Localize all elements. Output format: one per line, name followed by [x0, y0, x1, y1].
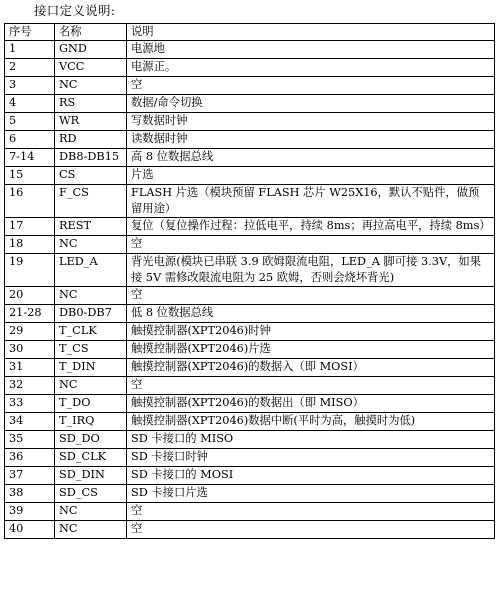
pin-name: T_DO	[55, 395, 127, 413]
table-body	[5, 41, 495, 539]
pin-number: 20	[5, 287, 55, 305]
pin-number: 3	[5, 77, 55, 95]
pin-number: 31	[5, 359, 55, 377]
pin-name: SD_CLK	[55, 449, 127, 467]
pin-name: NC	[55, 236, 127, 254]
pin-description: FLASH 片选（模块预留 FLASH 芯片 W25X16，默认不贴件，做预留用途）	[127, 185, 495, 218]
pin-number: 19	[5, 254, 55, 287]
pin-name: VCC	[55, 59, 127, 77]
pin-description: 背光电源(模块已串联 3.9 欧姆限流电阻，LED_A 脚可接 3.3V，如果接 5V 需修改限流电阻为 25 欧姆，否则会烧坏背光)	[127, 254, 495, 287]
pin-number: 38	[5, 485, 55, 503]
pin-description: SD 卡接口时钟	[127, 449, 495, 467]
table-row	[5, 305, 495, 323]
pin-number: 15	[5, 167, 55, 185]
pin-number: 5	[5, 113, 55, 131]
pin-description: 空	[127, 521, 495, 539]
pin-name: RD	[55, 131, 127, 149]
header-index: 序号	[5, 24, 55, 41]
pin-name: WR	[55, 113, 127, 131]
pin-name: NC	[55, 287, 127, 305]
pin-number: 37	[5, 467, 55, 485]
table-row	[5, 167, 495, 185]
pin-description: 触摸控制器(XPT2046)时钟	[127, 323, 495, 341]
pin-name: SD_DIN	[55, 467, 127, 485]
pin-name: SD_DO	[55, 431, 127, 449]
pin-description: 复位（复位操作过程：拉低电平，持续 8ms；再拉高电平，持续 8ms）	[127, 218, 495, 236]
pin-number: 34	[5, 413, 55, 431]
table-row	[5, 131, 495, 149]
pin-description: 数据/命令切换	[127, 95, 495, 113]
pin-number: 39	[5, 503, 55, 521]
pin-description: 触摸控制器(XPT2046)的数据出（即 MISO）	[127, 395, 495, 413]
table-header-row	[5, 24, 495, 41]
pin-description: 空	[127, 503, 495, 521]
pin-number: 18	[5, 236, 55, 254]
pin-description: 电源地	[127, 41, 495, 59]
pin-number: 17	[5, 218, 55, 236]
table-row	[5, 95, 495, 113]
table-row	[5, 431, 495, 449]
pin-number: 16	[5, 185, 55, 218]
pin-number: 7-14	[5, 149, 55, 167]
pin-description: 触摸控制器(XPT2046)的数据入（即 MOSI）	[127, 359, 495, 377]
pin-name: T_IRQ	[55, 413, 127, 431]
pin-name: T_CLK	[55, 323, 127, 341]
pin-number: 30	[5, 341, 55, 359]
pin-name: T_CS	[55, 341, 127, 359]
pin-number: 32	[5, 377, 55, 395]
pin-description: SD 卡接口的 MISO	[127, 431, 495, 449]
table-row	[5, 341, 495, 359]
pin-name: LED_A	[55, 254, 127, 287]
pin-name: SD_CS	[55, 485, 127, 503]
table-row	[5, 185, 495, 218]
pin-number: 6	[5, 131, 55, 149]
table-row	[5, 377, 495, 395]
pin-description: SD 卡接口的 MOSI	[127, 467, 495, 485]
table-row	[5, 503, 495, 521]
pin-name: DB8-DB15	[55, 149, 127, 167]
pin-name: NC	[55, 503, 127, 521]
table-row	[5, 218, 495, 236]
pin-number: 35	[5, 431, 55, 449]
pin-name: REST	[55, 218, 127, 236]
pin-name: NC	[55, 77, 127, 95]
section-title: 接口定义说明:	[34, 3, 116, 18]
pin-number: 2	[5, 59, 55, 77]
pin-name: DB0-DB7	[55, 305, 127, 323]
pin-description: 写数据时钟	[127, 113, 495, 131]
pin-name: NC	[55, 377, 127, 395]
table-row	[5, 485, 495, 503]
pin-description: 电源正。	[127, 59, 495, 77]
table-row	[5, 254, 495, 287]
pin-description: 高 8 位数据总线	[127, 149, 495, 167]
table-row	[5, 287, 495, 305]
table-row	[5, 521, 495, 539]
pin-definition-table	[4, 23, 495, 539]
pin-name: RS	[55, 95, 127, 113]
table-row	[5, 77, 495, 95]
table-row	[5, 449, 495, 467]
pin-description: 空	[127, 377, 495, 395]
table-row	[5, 467, 495, 485]
table-row	[5, 395, 495, 413]
pin-description: 空	[127, 236, 495, 254]
header-description: 说明	[127, 24, 495, 41]
pin-number: 1	[5, 41, 55, 59]
pin-description: 片选	[127, 167, 495, 185]
pin-description: 触摸控制器(XPT2046)片选	[127, 341, 495, 359]
pin-name: T_DIN	[55, 359, 127, 377]
table-row	[5, 359, 495, 377]
pin-name: NC	[55, 521, 127, 539]
table-row	[5, 113, 495, 131]
pin-number: 33	[5, 395, 55, 413]
pin-number: 36	[5, 449, 55, 467]
pin-number: 4	[5, 95, 55, 113]
pin-description: SD 卡接口片选	[127, 485, 495, 503]
pin-number: 29	[5, 323, 55, 341]
table-row	[5, 59, 495, 77]
header-name: 名称	[55, 24, 127, 41]
pin-name: CS	[55, 167, 127, 185]
table-row	[5, 149, 495, 167]
table-row	[5, 323, 495, 341]
table-row	[5, 41, 495, 59]
pin-number: 21-28	[5, 305, 55, 323]
pin-name: GND	[55, 41, 127, 59]
table-row	[5, 236, 495, 254]
pin-description: 读数据时钟	[127, 131, 495, 149]
pin-description: 低 8 位数据总线	[127, 305, 495, 323]
pin-description: 触摸控制器(XPT2046)数据中断(平时为高，触摸时为低)	[127, 413, 495, 431]
pin-name: F_CS	[55, 185, 127, 218]
pin-description: 空	[127, 287, 495, 305]
pin-number: 40	[5, 521, 55, 539]
pin-description: 空	[127, 77, 495, 95]
table-row	[5, 413, 495, 431]
